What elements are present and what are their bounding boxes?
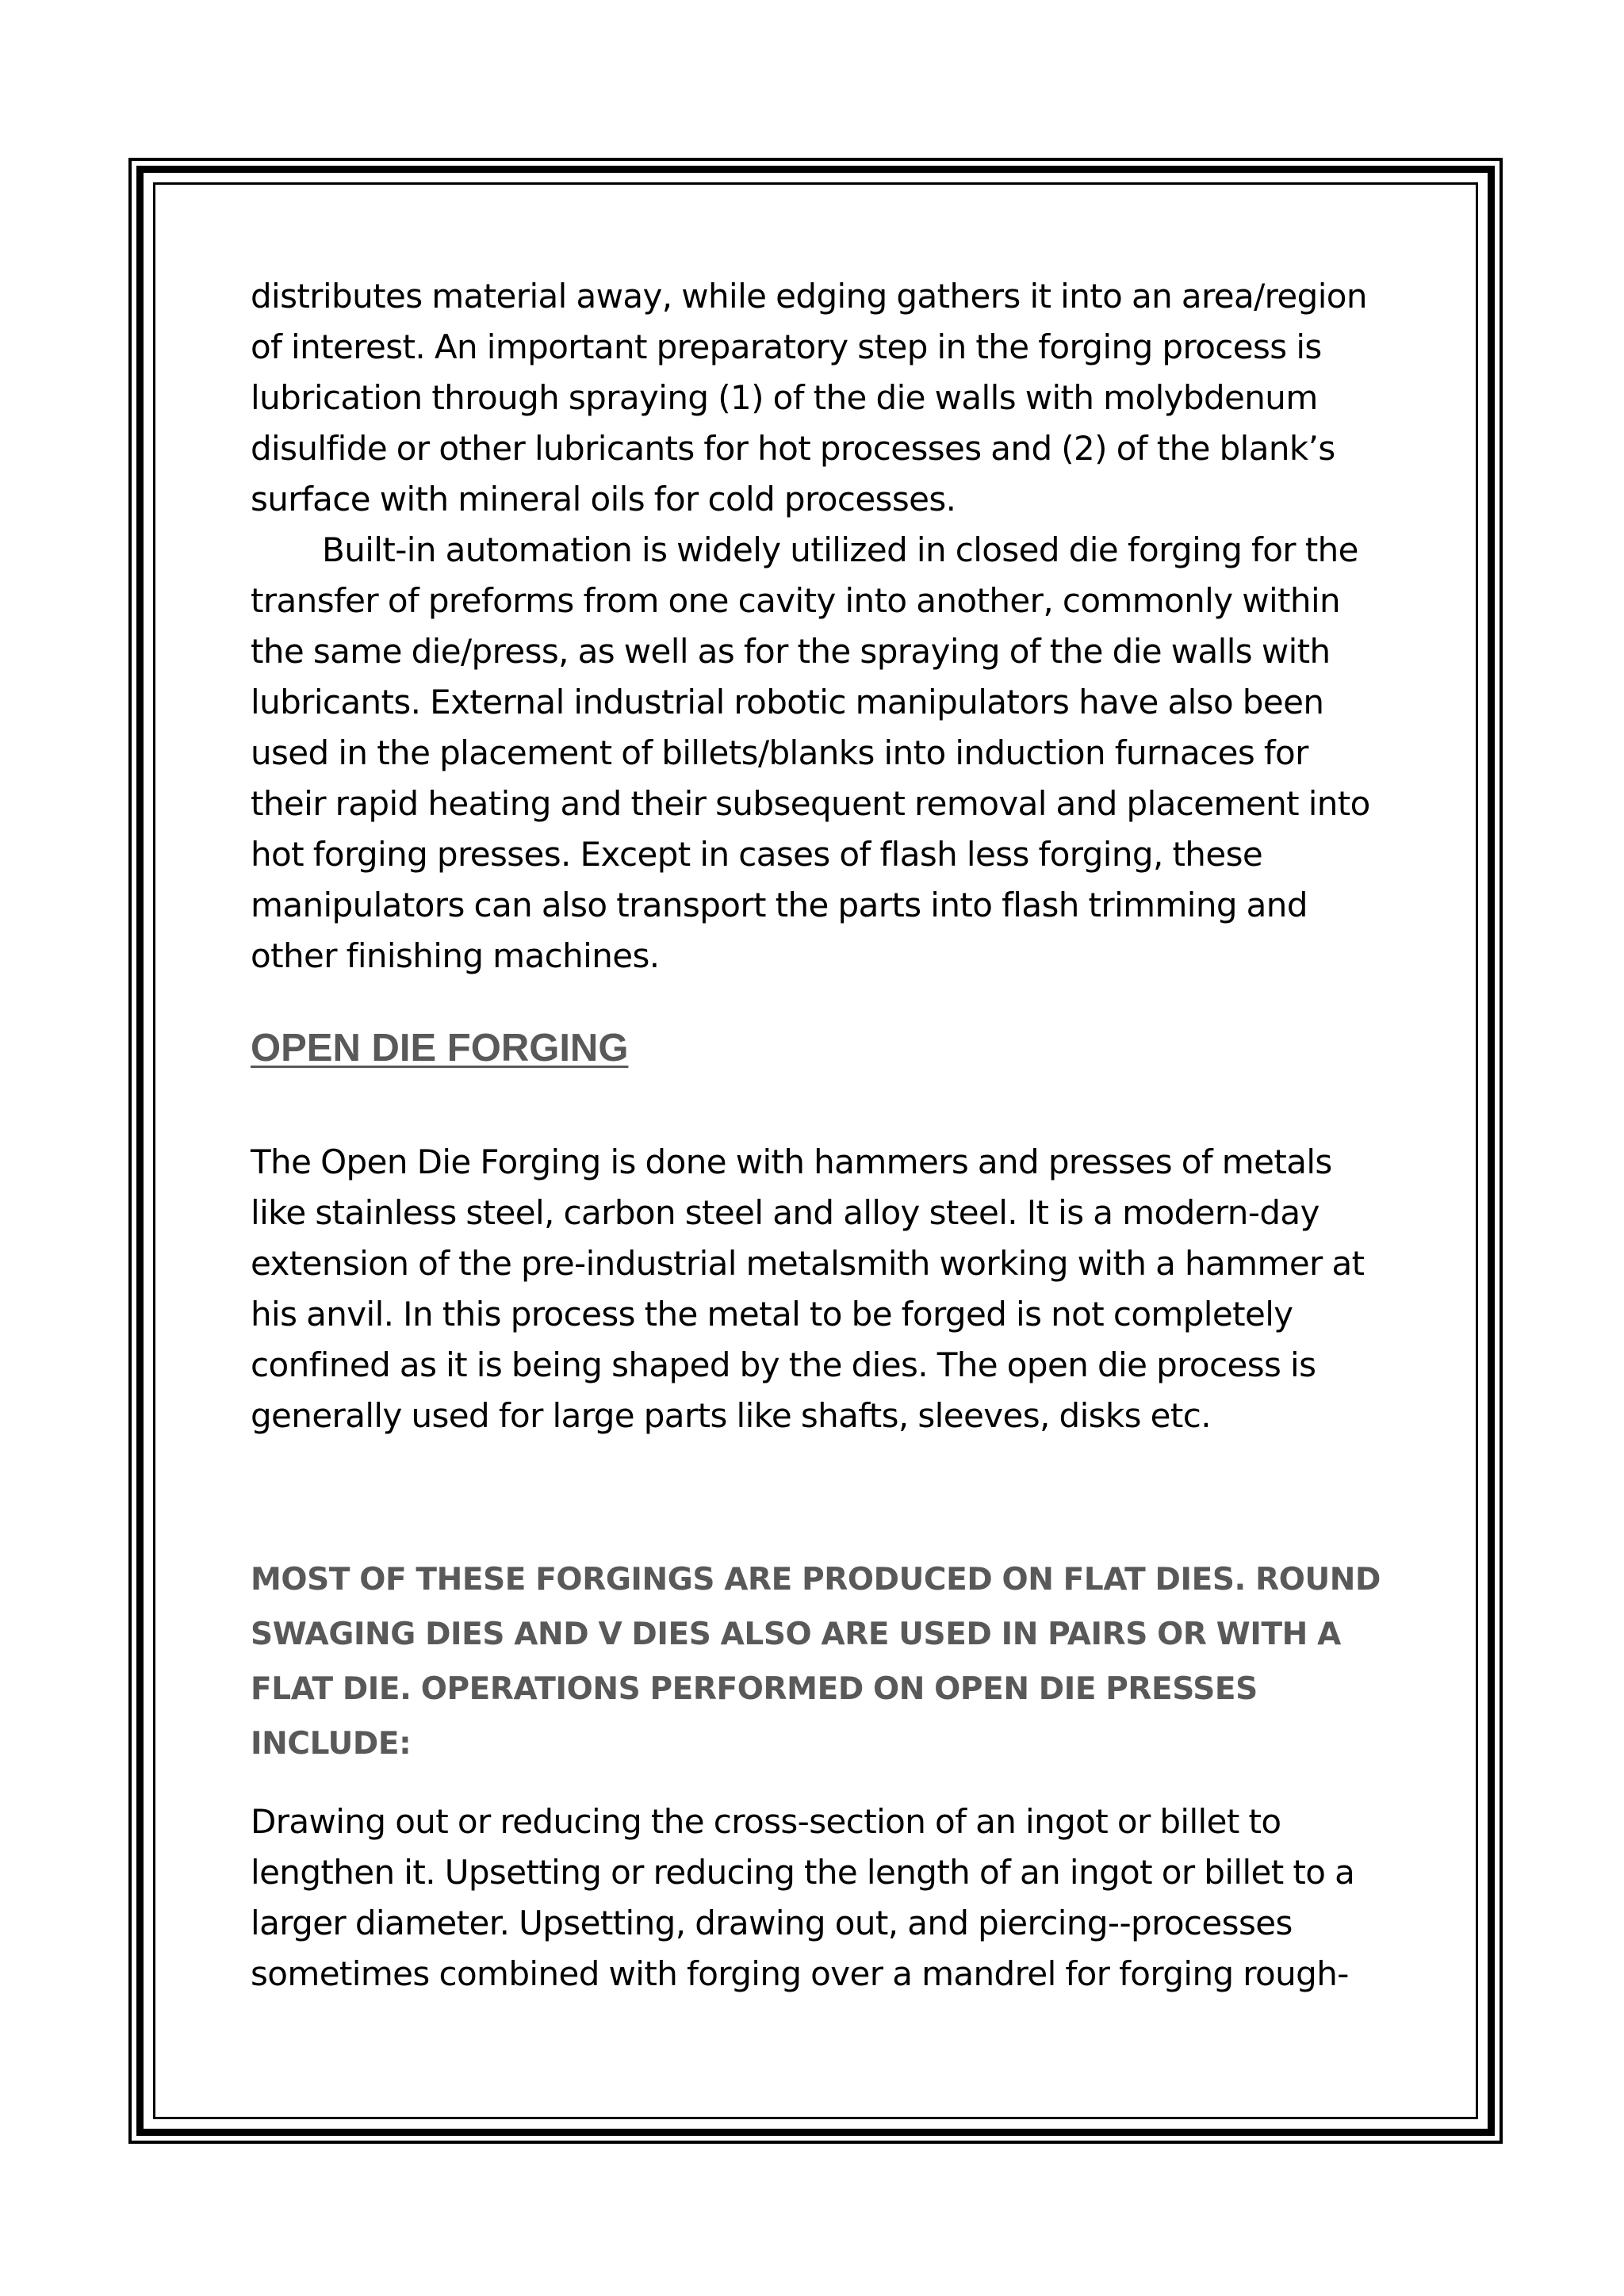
paragraph-operations: Drawing out or reducing the cross-section of an ingot or billet to lengthen it. Upsetting or reducing the length of an ingot or billet to a larger diameter. Upsetting, drawing out, and piercing--processes sometimes combined with forging over a mandrel for forging rough- xyxy=(251,1802,1355,1993)
paragraph-open-die: The Open Die Forging is done with hammers and presses of metals like stainless steel, carbon steel and alloy steel. It is a modern-day extension of the pre-industrial metalsmith working with a hammer at his anvil. In this process the metal to be forged is not completely confined as it is being shaped by the dies. The open die process is generally used for large parts like shafts, sleeves, disks etc. xyxy=(251,1142,1365,1435)
paragraph-automation: Built-in automation is widely utilized in closed die forging for the transfer of preforms from one cavity into another, commonly within the same die/press, as well as for the spraying of the die walls with lubricants. External industrial robotic manipulators have also been used in the placement of billets/blanks into induction furnaces for their rapid heating and their subsequent removal and placement into hot forging presses. Except in cases of flash less forging, these manipulators can also transport the parts into flash trimming and other finishing machines. xyxy=(251,530,1370,975)
paragraph-lubrication: distributes material away, while edging gathers it into an area/region of interest. An important preparatory step in the forging process is lubrication through spraying (1) of the die walls with molybdenum disulfide or other lubricants for hot processes and (2) of the blank’s surface with mineral oils for cold processes. xyxy=(251,277,1367,519)
section-heading: OPEN DIE FORGING xyxy=(251,1027,629,1070)
document-body xyxy=(251,271,1392,1999)
paragraph-flat-dies: MOST OF THESE FORGINGS ARE PRODUCED ON FLAT DIES. ROUND SWAGING DIES AND V DIES ALSO ARE USED IN PAIRS OR WITH A FLAT DIE. OPERATIONS PERFORMED ON OPEN DIE PRESSES INCLUDE: xyxy=(251,1562,1381,1762)
